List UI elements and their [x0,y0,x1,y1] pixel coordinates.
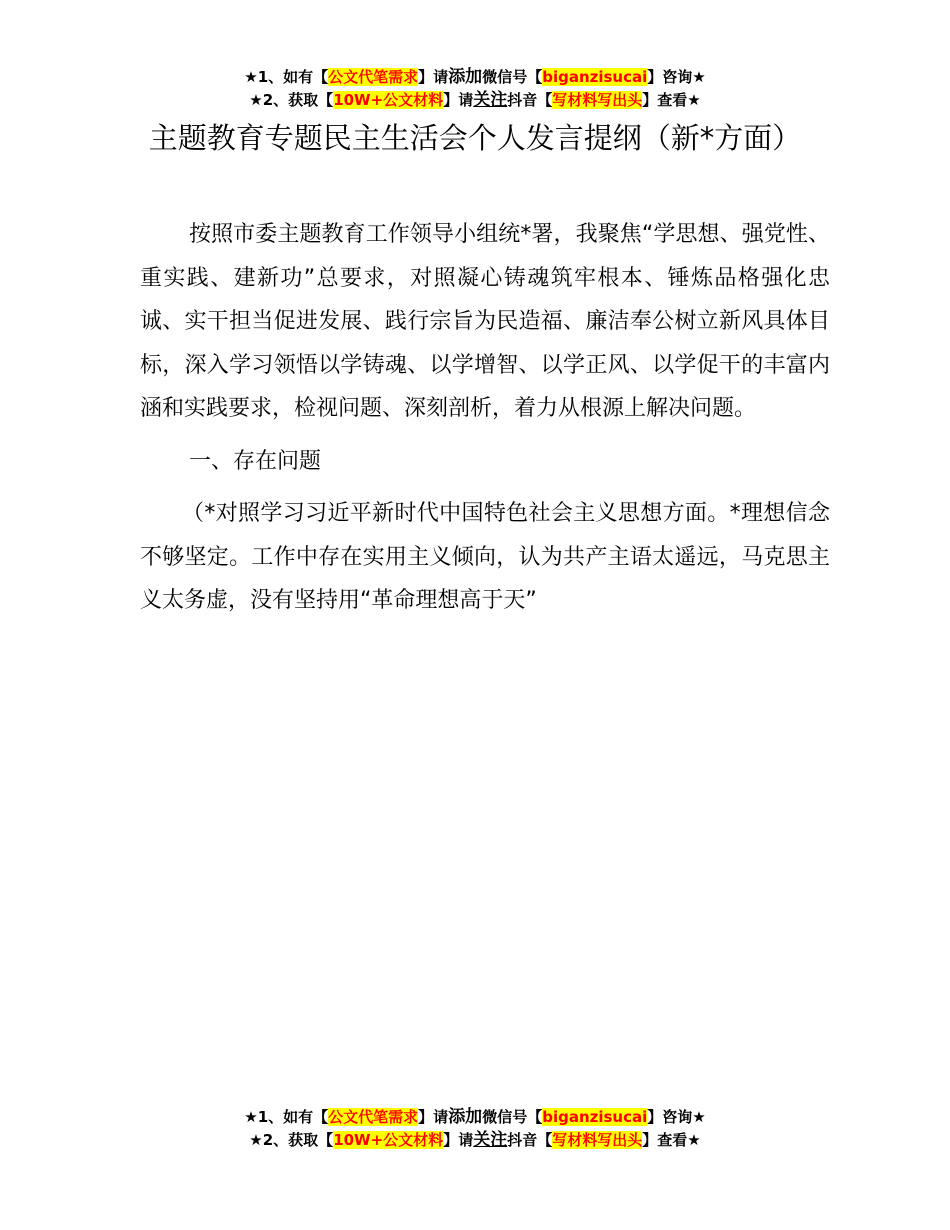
footer-line-2: ★2、获取【10W+公文材料】请关注抖音【写材料写出头】查看★ [249,1130,701,1150]
highlight-douyin-id: 写材料写出头 [552,91,643,109]
footer-line-1: ★1、如有【公文代笔需求】请添加微信号【biganzisucai】咨询★ [244,1107,706,1127]
document-title: 主题教育专题民主生活会个人发言提纲（新*方面） [148,121,802,155]
highlight-wechat-id: biganzisucai [542,68,648,86]
highlight-materials: 10W+公文材料 [333,91,444,109]
highlight-service: 公文代笔需求 [328,68,419,86]
banner-line-2: ★2、获取【10W+公文材料】请关注抖音【写材料写出头】查看★ [249,90,701,110]
highlight-wechat-id: biganzisucai [542,1108,648,1126]
banner-line-1: ★1、如有【公文代笔需求】请添加微信号【biganzisucai】咨询★ [244,67,706,87]
footer-banner [0,1106,950,1152]
paragraph-problems: （*对照学习习近平新时代中国特色社会主义思想方面。*理想信念不够坚定。工作中存在实用主义倾向，认为共产主语太遥远，马克思主义太务虚，没有坚持用“革命理想高于天” [140,501,830,613]
section-heading: 一、存在问题 [189,448,322,474]
header-banner [0,66,950,112]
highlight-douyin-id: 写材料写出头 [552,1131,643,1149]
highlight-service: 公文代笔需求 [328,1108,419,1126]
document-body [140,213,830,623]
highlight-materials: 10W+公文材料 [333,1131,444,1149]
paragraph-intro: 按照市委主题教育工作领导小组统*署，我聚焦“学思想、强党性、重实践、建新功”总要求，对照凝心铸魂筑牢根本、锤炼品格强化忠诚、实干担当促进发展、践行宗旨为民造福、廉洁奉公树立新风具体目标，深入学习领悟以学铸魂、以学增智、以学正风、以学促干的丰富内涵和实践要求，检视问题、深刻剖析，着力从根源上解决问题。 [140,222,830,421]
